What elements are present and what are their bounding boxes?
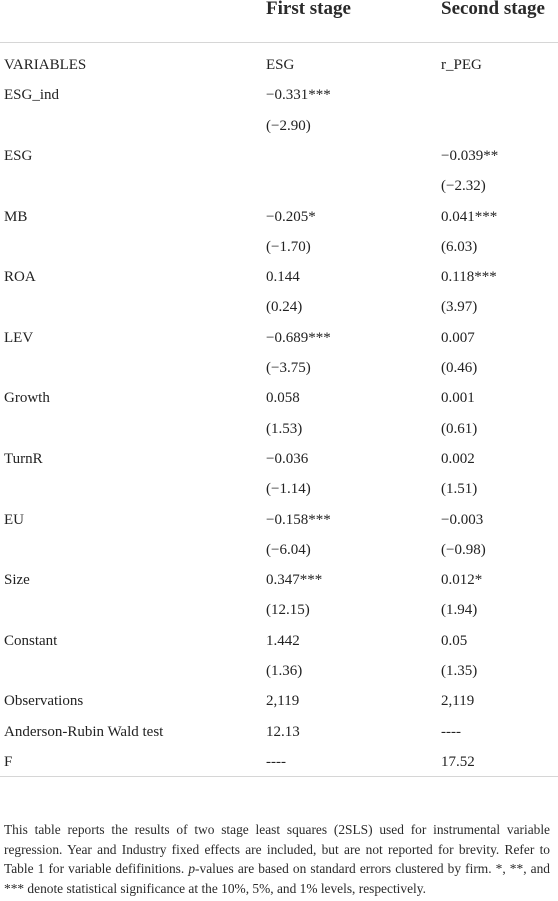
cell-second-stage: r_PEG [441,57,482,73]
cell-second-stage: (−2.32) [441,178,486,195]
cell-second-stage: (6.03) [441,238,478,255]
row-label: EU [4,511,24,528]
table-row [0,262,558,292]
table-row [0,686,558,716]
table-row [0,505,558,535]
table-row [0,80,558,110]
cell-first-stage: (−3.75) [266,360,311,376]
table-row [0,232,558,262]
row-label: Observations [4,693,84,710]
table-row [0,747,558,777]
table-row [0,353,558,383]
row-label: ESG [4,147,33,164]
cell-first-stage: −0.205* [266,208,316,225]
row-label: Growth [4,390,50,407]
table-row [0,141,558,171]
row-label: Size [4,572,30,589]
cell-second-stage: −0.039** [441,147,499,164]
table-row [0,292,558,322]
cell-second-stage: (0.46) [441,360,478,376]
cell-first-stage: (0.24) [266,299,303,316]
cell-second-stage: 0.118*** [441,269,497,286]
table-row [0,414,558,444]
cell-first-stage: (−6.04) [266,541,311,558]
cell-second-stage: (1.51) [441,481,478,498]
cell-first-stage: −0.331*** [266,87,331,104]
cell-second-stage: 17.52 [441,753,475,770]
cell-second-stage: 0.012* [441,572,483,589]
cell-first-stage: 0.058 [266,390,300,407]
row-label: TurnR [4,450,43,467]
row-label: LEV [4,329,34,346]
cell-second-stage: (3.97) [441,299,478,316]
row-label: Constant [4,632,58,649]
table-row [0,626,558,656]
row-label: VARIABLES [4,57,87,73]
table-row [0,202,558,232]
row-label: ESG_ind [4,87,60,104]
table-row [0,383,558,413]
cell-first-stage: (−2.90) [266,117,311,134]
cell-first-stage: −0.036 [266,450,309,467]
cell-second-stage: 0.041*** [441,208,498,225]
cell-second-stage: 0.05 [441,632,468,649]
table-note [4,820,550,898]
row-label: F [4,753,13,770]
cell-second-stage: ---- [441,723,461,740]
row-label: Anderson-Rubin Wald test [4,723,164,740]
cell-first-stage: −0.158*** [266,511,331,528]
table-row [0,595,558,625]
row-label: MB [4,208,28,225]
cell-first-stage: ---- [266,753,286,770]
cell-second-stage: 0.001 [441,390,475,407]
table-row [0,111,558,141]
cell-first-stage: 1.442 [266,632,300,649]
cell-second-stage: (0.61) [441,420,478,437]
bottom-rule [0,776,558,777]
header-rule [0,42,558,43]
cell-first-stage: 0.144 [266,269,300,286]
cell-first-stage: (−1.14) [266,481,311,498]
table-row [0,444,558,474]
table-row [0,171,558,201]
note-part2: -values are based on standard errors clustered by firm. *, **, and *** denote statistical significance at the 10%, 5%, and 1% levels, respectively. [4,861,550,896]
cell-second-stage: 0.002 [441,450,475,467]
cell-first-stage: (12.15) [266,602,310,619]
cell-second-stage: (−0.98) [441,541,486,558]
cell-first-stage: 2,119 [266,693,300,710]
cell-second-stage: (1.94) [441,602,478,619]
table-header [0,0,558,42]
note-part1: This table reports the results of two stage least squares (2SLS) used for instrumental variable regression. Year and Industry fixed effects are included, but are not reported for brevity. Refer to Table 1 for variable defifinitions. [4,822,550,876]
table-row [0,50,558,80]
table-row [0,535,558,565]
row-label: ROA [4,269,36,286]
table-row [0,565,558,595]
table-row [0,717,558,747]
table-row [0,656,558,686]
cell-first-stage: ESG [266,57,295,73]
cell-second-stage: 0.007 [441,329,475,346]
cell-first-stage: 12.13 [266,723,300,740]
cell-first-stage: (−1.70) [266,238,311,255]
header-second-stage: Second stage [441,0,545,19]
cell-second-stage: 2,119 [441,693,475,710]
cell-first-stage: (1.53) [266,420,303,437]
cell-first-stage: (1.36) [266,663,303,679]
table-row [0,474,558,504]
cell-second-stage: −0.003 [441,511,484,528]
table-row [0,323,558,353]
note-p-italic: p [188,861,196,876]
cell-second-stage: (1.35) [441,663,478,679]
cell-first-stage: −0.689*** [266,329,331,346]
cell-first-stage: 0.347*** [266,572,323,589]
header-first-stage: First stage [266,0,351,19]
